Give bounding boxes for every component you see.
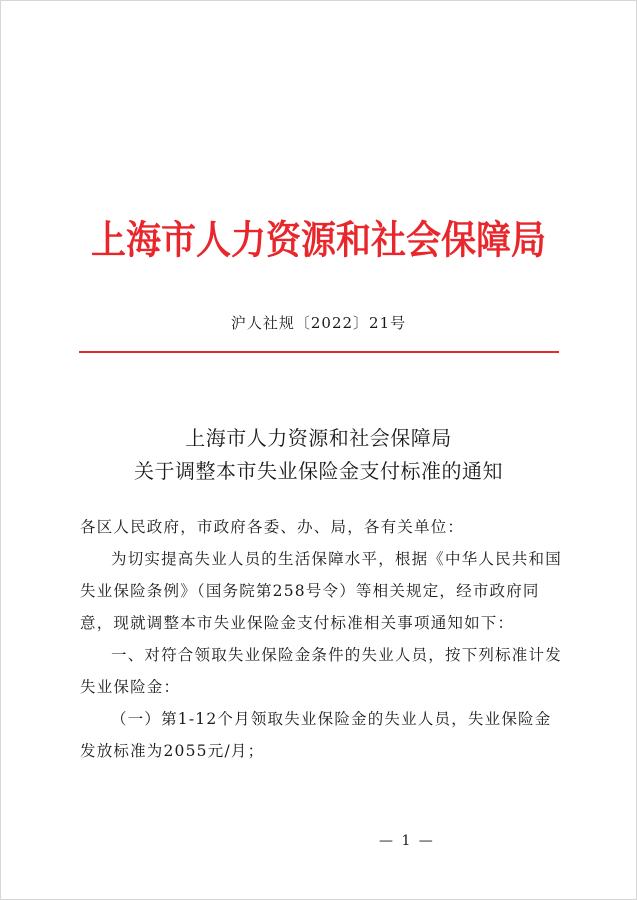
notice-title-line-2: 关于调整本市失业保险金支付标准的通知 [134, 459, 503, 483]
letterhead-title: 上海市人力资源和社会保障局 [90, 217, 546, 264]
salutation: 各区人民政府，市政府各委、办、局，各有关单位： [80, 518, 465, 536]
notice-title-line-1: 上海市人力资源和社会保障局 [185, 426, 452, 450]
red-separator-line [79, 351, 559, 353]
document-number: 沪人社规〔2022〕21号 [230, 314, 407, 332]
body-paragraph-2: 一、对符合领取失业保险金条件的失业人员，按下列标准计发失业保险金： [80, 646, 562, 696]
body-paragraph-3: （一）第1-12个月领取失业保险金的失业人员，失业保险金发放标准为2055元/月； [80, 710, 552, 760]
body-paragraph-1: 为切实提高失业人员的生活保障水平，根据《中华人民共和国失业保险条例》（国务院第258号令）等相关规定，经市政府同意，现就调整本市失业保险金支付标准相关事项通知如下： [80, 550, 562, 632]
page-number: — 1 — [379, 833, 435, 849]
